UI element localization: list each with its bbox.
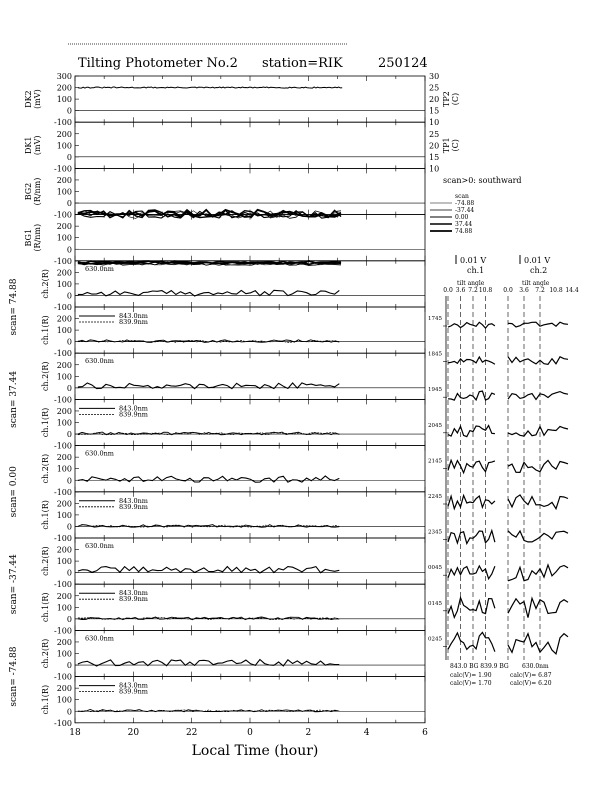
- legend-839: 839.9nm: [119, 595, 148, 604]
- right-tick-label: 10: [429, 118, 440, 128]
- y-tick-label: -100: [54, 718, 72, 728]
- right-axis-label: (C): [451, 92, 460, 106]
- y-tick-label: -100: [54, 534, 72, 543]
- y-tick-label: 200: [56, 268, 72, 278]
- y-tick-label: 200: [56, 637, 72, 647]
- y-tick-label: -100: [54, 580, 72, 590]
- legend-839: 839.9nm: [119, 687, 148, 696]
- side-ch1-curve: [448, 566, 495, 579]
- y-tick-label: 100: [56, 326, 72, 336]
- side-ch2-name: ch.2: [530, 266, 548, 275]
- series-630: [78, 290, 339, 296]
- side-time-label: 2145: [428, 458, 442, 465]
- side-ch1-curve: [448, 632, 495, 651]
- side-calc1-a: calc(V)= 1.90: [450, 672, 492, 679]
- y-tick-label: 0: [66, 661, 72, 671]
- panel-ylabel: ch.1(R): [41, 592, 50, 623]
- x-axis-label: Local Time (hour): [191, 743, 319, 759]
- side-ch2-tick: 14.4: [565, 287, 579, 294]
- side-ch1-curve: [448, 322, 495, 328]
- side-ch1-name: ch.1: [467, 266, 485, 275]
- side-ch1-curve: [448, 426, 495, 437]
- panel-ylabel: (R/nm): [33, 177, 42, 206]
- y-tick-label: -100: [54, 256, 72, 266]
- panel-frame: [75, 446, 425, 492]
- date-label: 250124: [378, 56, 428, 71]
- series-line: [78, 87, 342, 88]
- side-ch1-curve: [448, 357, 495, 364]
- side-time-label: 1945: [428, 387, 442, 394]
- right-tick-label: 25: [429, 83, 440, 93]
- side-time-label: 1845: [428, 351, 442, 358]
- scan-legend-label: 74.88: [455, 228, 473, 235]
- y-tick-label: 200: [56, 591, 72, 601]
- panel-ylabel: (mV): [33, 135, 42, 156]
- scan-legend-header: scan: [455, 193, 469, 200]
- x-tick-label: 4: [363, 727, 370, 738]
- y-tick-label: 0: [66, 522, 72, 532]
- x-tick-label: 22: [185, 727, 198, 738]
- right-tick-label: 20: [429, 141, 440, 151]
- y-tick-label: 100: [56, 187, 72, 197]
- right-tick-label: 30: [429, 72, 440, 81]
- side-ch1-tick: 0.0: [443, 287, 453, 294]
- y-tick-label: 200: [56, 129, 72, 139]
- y-tick-label: 100: [56, 557, 72, 567]
- side-ch2-curve: [508, 357, 568, 365]
- legend-843: 843.0nm: [119, 589, 148, 598]
- y-tick-label: 200: [56, 222, 72, 232]
- scan-group-label: scan= 0.00: [9, 466, 19, 518]
- y-tick-label: -100: [54, 487, 72, 497]
- chart-title: Tilting Photometer No.2: [78, 56, 238, 71]
- y-tick-label: 0: [66, 568, 72, 578]
- panel-frame: [75, 538, 425, 584]
- side-time-label: 0245: [428, 636, 442, 643]
- y-tick-label: 0: [66, 337, 72, 347]
- y-tick-label: 200: [56, 314, 72, 324]
- side-ch2-curve: [508, 392, 568, 400]
- side-ch2-tick: 10.8: [549, 287, 563, 294]
- side-ch2-curve: [508, 427, 568, 437]
- side-calc2-b: calc(V)= 6.20: [510, 680, 552, 687]
- right-axis-label: TP2: [442, 91, 451, 108]
- side-ch1-curve: [448, 460, 495, 473]
- legend-839: 839.9nm: [119, 410, 148, 419]
- side-ch2-tick: 3.6: [519, 287, 529, 294]
- panel-ylabel: ch.1(R): [41, 684, 50, 715]
- scan-legend-label: 0.00: [455, 214, 469, 221]
- y-tick-label: -100: [54, 210, 72, 220]
- y-tick-label: -100: [54, 672, 72, 682]
- side-ch1-curve: [448, 391, 495, 400]
- side-bottom-ch2: 630.0nm: [522, 663, 549, 670]
- y-tick-label: 0: [66, 199, 72, 209]
- y-tick-label: -100: [54, 164, 72, 174]
- x-tick-label: 0: [247, 727, 253, 738]
- panel-ylabel: ch.1(R): [41, 500, 50, 530]
- y-tick-label: 0: [66, 106, 72, 116]
- side-time-label: 0145: [428, 600, 442, 607]
- side-ch2-curve: [508, 531, 568, 542]
- y-tick-label: 100: [56, 695, 72, 705]
- y-tick-label: 100: [56, 233, 72, 243]
- panel-frame: [75, 353, 425, 399]
- y-tick-label: 200: [56, 499, 72, 509]
- scan-group-label: scan= 37.44: [9, 370, 19, 428]
- x-tick-label: 20: [127, 727, 140, 738]
- y-tick-label: -100: [54, 303, 72, 312]
- series-630: [78, 567, 339, 573]
- panel-ylabel: (mV): [33, 89, 42, 109]
- y-tick-label: 0: [66, 430, 72, 440]
- y-tick-label: 0: [66, 291, 72, 301]
- side-ch1-tilt-label: tilt angle: [457, 280, 485, 287]
- legend-843: 843.0nm: [119, 681, 148, 690]
- legend-843: 843.0nm: [119, 312, 148, 320]
- y-tick-label: 0: [66, 707, 72, 717]
- y-tick-label: 200: [56, 175, 72, 185]
- side-ch2-tick: 7.2: [535, 287, 545, 294]
- legend-839: 839.9nm: [119, 502, 148, 511]
- panel-frame: [75, 215, 425, 261]
- y-tick-label: 100: [56, 510, 72, 520]
- y-tick-label: 200: [56, 684, 72, 694]
- side-bottom-ch1: 843.0 BG 839.9 BG: [450, 663, 509, 670]
- y-tick-label: -100: [54, 626, 72, 636]
- side-ch2-curve: [508, 460, 568, 472]
- y-tick-label: 0: [66, 245, 72, 255]
- side-ch2-tilt-label: tilt angle: [522, 280, 550, 287]
- panel-ylabel: (R/nm): [33, 223, 42, 252]
- side-time-label: 2245: [428, 494, 442, 500]
- panel-ylabel: DK1: [24, 136, 33, 155]
- right-tick-label: 20: [429, 95, 440, 105]
- panel-ylabel: DK2: [24, 90, 33, 108]
- scan-legend-label: -37.44: [455, 207, 475, 214]
- scan-legend-label: -74.88: [455, 200, 475, 207]
- panel-ylabel: ch.1(R): [41, 315, 50, 345]
- side-ch1-curve: [448, 531, 495, 544]
- x-tick-label: 6: [422, 727, 428, 738]
- panel-ylabel: ch.2(R): [41, 453, 50, 484]
- y-tick-label: 100: [56, 141, 72, 151]
- legend-630: 630.0nm: [85, 449, 114, 458]
- y-tick-label: 0: [66, 152, 72, 162]
- side-time-label: 2345: [428, 529, 442, 536]
- side-calc1-b: calc(V)= 1.70: [450, 680, 492, 687]
- side-ch2-scale: 0.01 V: [524, 256, 551, 265]
- scan-legend-label: 37.44: [455, 221, 473, 228]
- side-ch1-tick: 3.6: [455, 287, 466, 294]
- legend-630: 630.0nm: [85, 264, 114, 273]
- scan-group-label: scan= 74.88: [9, 278, 19, 336]
- right-tick-label: 15: [429, 106, 440, 116]
- side-time-label: 1745: [428, 316, 442, 322]
- y-tick-label: -100: [54, 118, 72, 128]
- side-ch1-curve: [448, 496, 495, 509]
- side-ch1-tick: 10.8: [478, 287, 493, 294]
- y-tick-label: 100: [56, 95, 72, 105]
- legend-839: 839.9nm: [119, 318, 148, 326]
- panel-frame: [75, 168, 425, 214]
- panel-ylabel: BG2: [24, 182, 33, 201]
- y-tick-label: 0: [66, 476, 72, 486]
- y-tick-label: 300: [56, 72, 72, 81]
- side-time-label: 2045: [428, 422, 442, 429]
- scan-group-label: scan= -37.44: [9, 554, 19, 615]
- panel-frame: [75, 630, 425, 676]
- y-tick-label: 100: [56, 464, 72, 474]
- legend-843: 843.0nm: [119, 496, 148, 505]
- legend-630: 630.0nm: [85, 542, 114, 550]
- panel-ylabel: ch.2(R): [41, 269, 50, 299]
- x-tick-label: 18: [69, 727, 81, 738]
- right-tick-label: 15: [429, 152, 440, 162]
- panel-ylabel: BG1: [24, 228, 33, 247]
- y-tick-label: 200: [56, 83, 72, 93]
- x-tick-label: 2: [305, 727, 312, 738]
- right-tick-label: 10: [429, 164, 440, 174]
- side-ch2-curve: [508, 598, 568, 617]
- side-ch2-tick: 0.0: [503, 287, 513, 294]
- y-tick-label: 100: [56, 279, 72, 289]
- y-tick-label: 0: [66, 383, 72, 393]
- side-ch1-curve: [448, 598, 495, 618]
- y-tick-label: 100: [56, 372, 72, 382]
- y-tick-label: 0: [66, 614, 72, 624]
- series-839: [78, 340, 339, 342]
- side-ch1-scale: 0.01 V: [460, 256, 487, 265]
- y-tick-label: 100: [56, 418, 72, 428]
- y-tick-label: 200: [56, 545, 72, 555]
- panel-frame: [75, 122, 425, 168]
- y-tick-label: 200: [56, 406, 72, 416]
- right-axis-label: TP1: [442, 137, 451, 154]
- panel-ylabel: ch.2(R): [41, 638, 50, 669]
- y-tick-label: 100: [56, 603, 72, 613]
- y-tick-label: 200: [56, 453, 72, 463]
- legend-630: 630.0nm: [85, 634, 114, 643]
- legend-630: 630.0nm: [85, 357, 114, 366]
- side-ch2-curve: [508, 565, 568, 581]
- y-tick-label: -100: [54, 395, 72, 405]
- panel-frame: [75, 261, 425, 307]
- right-axis-label: (C): [451, 139, 460, 152]
- series-630: [78, 476, 339, 482]
- chart-marks: [9, 44, 579, 738]
- legend-843: 843.0nm: [119, 404, 148, 413]
- side-ch2-curve: [508, 322, 568, 327]
- right-tick-label: 25: [429, 129, 440, 139]
- y-tick-label: 200: [56, 360, 72, 370]
- side-ch2-curve: [508, 495, 568, 509]
- side-calc2-a: calc(V)= 6.87: [510, 672, 552, 679]
- panel-ylabel: ch.2(R): [41, 546, 50, 576]
- y-tick-label: 100: [56, 649, 72, 659]
- side-ch1-tick: 7.2: [468, 287, 478, 294]
- station-label: station=RIK: [262, 56, 343, 71]
- panel-frame: [75, 76, 425, 122]
- y-tick-label: -100: [54, 441, 72, 451]
- side-time-label: 0045: [428, 565, 442, 572]
- y-tick-label: -100: [54, 349, 72, 359]
- scan-legend-title: scan>0: southward: [443, 176, 522, 185]
- side-ch2-curve: [508, 634, 568, 654]
- panel-ylabel: ch.2(R): [41, 361, 50, 392]
- scan-group-label: scan= -74.88: [9, 646, 19, 707]
- panel-ylabel: ch.1(R): [41, 407, 50, 438]
